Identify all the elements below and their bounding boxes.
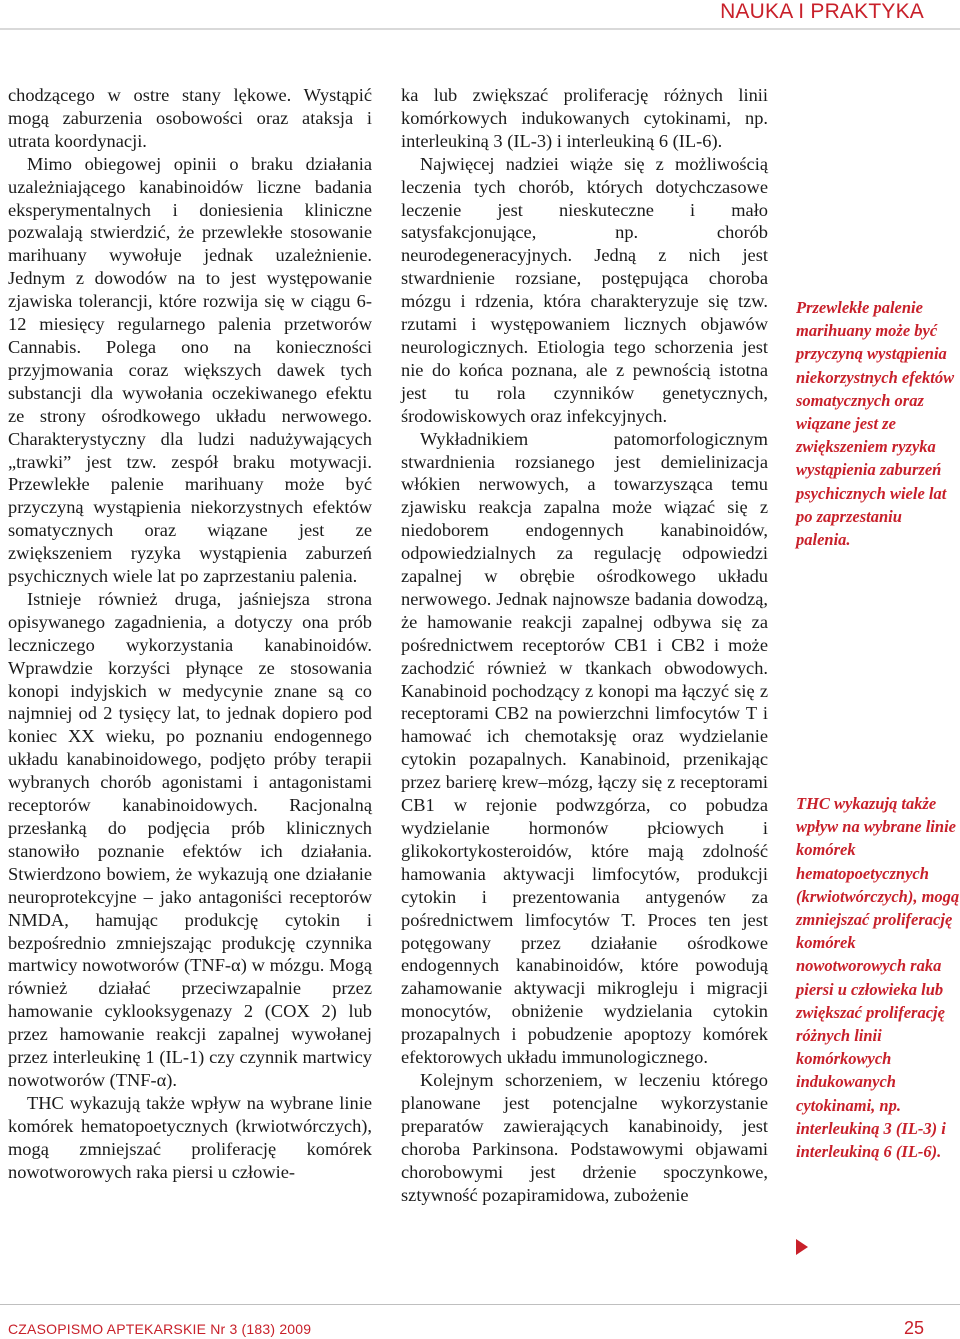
left-paragraph-2: Mimo obiegowej opinii o braku działania uzależniającego kanabinoidów liczne badania eksperymentalnych i doniesienia kliniczne pozwalają stwierdzić, że przewlekłe stosowanie marihuany wywołuje jednak uzależnienie. Jednym z dowodów na to jest występowanie zjawiska tolerancji, które rozwija się w ciągu 6-12 miesięcy regularnego palenia przetworów Cannabis. Polega ono na konieczności przyjmowania coraz większych dawek tych substancji dla wywołania oczekiwanego efektu ze strony ośrodkowego układu nerwowego. Charakterystyczny dla ludzi nadużywających „trawki” jest tzw. zespół braku motywacji. Przewlekłe palenie marihuany może być przyczyną wystąpienia niekorzystnych efektów somatycznych oraz wiązane jest ze zwiększeniem ryzyka wystąpienia zaburzeń psychicznych wiele lat po zaprzestaniu palenia.: [8, 153, 372, 587]
left-column: [8, 84, 372, 1184]
header-divider: [0, 28, 960, 30]
page-number: 25: [903, 1318, 924, 1338]
footer-divider: [0, 1304, 960, 1305]
pull-quote-1: [796, 296, 960, 551]
pull-quote-2-text: THC wykazują także wpływ na wybrane linie komórek hematopoetycznych (krwiotwórczych), mogą zmniejszać proliferację komórek nowotworowych raka piersi u człowieka lub zwiększać proliferację różnych linii komórkowych indukowanych cytokinami, np. interleukiną 3 (IL-3) i interleukiną 6 (IL-6).: [796, 794, 960, 1162]
left-paragraph-4: THC wykazują także wpływ na wybrane linie komórek hematopoetycznych (krwiotwórczych), mogą zmniejszać proliferację komórek nowotworowych raka piersi u człowie-: [8, 1092, 372, 1182]
left-paragraph-3: Istnieje również druga, jaśniejsza strona opisywanego zagadnienia, a dotyczy ona prób leczniczego wykorzystania kanabinoidów. Wprawdzie korzyści płynące ze stosowania konopi indyjskich w medycynie znane są co najmniej od 2 tysięcy lat, to jednak dopiero pod koniec XX wieku, po poznaniu endogennego układu kanabinoidowego, podjęto próby terapii wybranych chorób agonistami i antagonistami receptorów kanabinoidowych. Racjonalną przesłanką do podjęcia prób klinicznych stanowiło poznanie efektów ich działania. Stwierdzono bowiem, że wykazują one działanie neuroprotekcyjne – jako antagoniści receptorów NMDA, hamując produkcję cytokin i bezpośrednio zmniejszając produkcję czynnika martwicy nowotworów (TNF-α) w mózgu. Mogą również działać przeciwzapalnie przez hamowanie cyklooksygenazy 2 (COX 2) lub przez hamowanie reakcji zapalnej wywołanej przez interleukinę 1 (IL-1) czy czynnik martwicy nowotworów (TNF-α).: [8, 588, 372, 1090]
middle-column: [401, 84, 768, 1206]
middle-paragraph-3: Wykładnikiem patomorfologicznym stwardnienia rozsianego jest demielinizacja włókien nerwowych, a towarzysząca temu zjawisku reakcja zapalna może wiązać się z niedoborem endogennych kanabinoidów, odpowiedzialnych za regulację odpowiedzi zapalnej w obrębie ośrodkowego układu nerwowego. Jednak najnowsze badania dowodzą, że hamowanie reakcji zapalnej odbywa się za pośrednictwem receptorów CB1 i CB2 i może zachodzić również w tkankach obwodowych. Kanabinoid pochodzący z konopi ma łączyć się z receptorami CB2 na powierzchni limfocytów T i hamować ich chemotaksję oraz wydzielanie cytokin pozapalnych. Kanabinoid, przenikając przez barierę krew–mózg, łączy się z receptorami CB1 w rejonie podwzgórza, co pobudza wydzielanie hormonów płciowych i glikokortykosteroidów, które mają zdolność hamowania aktywacji limfocytów, produkcji cytokin i prezentowania antygenów za pośrednictwem limfocytów T. Proces ten jest potęgowany przez działanie ośrodkowe endogennych kanabinoidów, które powodują zahamowanie aktywacji mikrogleju i migracji monocytów, obniżenie wydzielania cytokin prozapalnych i pobudzenie apoptozy komórek efektorowych układu immunologicznego.: [401, 428, 768, 1068]
middle-paragraph-2: Najwięcej nadziei wiąże się z możliwością leczenia tych chorób, których dotychczasowe leczenie jest nieskuteczne i mało satysfakcjonujące, np. chorób neurodegeneracyjnych. Jedną z nich jest stwardnienie rozsiane, postępująca choroba mózgu i rdzenia, która charakteryzuje się tzw. rzutami i występowaniem licznych objawów neurologicznych. Etiologia tego schorzenia jest nie do końca poznana, ale z pewnością istotna jest tu rola czynników genetycznych, środowiskowych oraz infekcyjnych.: [401, 153, 768, 426]
middle-paragraph-1: ka lub zwiększać proliferację różnych linii komórkowych indukowanych cytokinami, np. interleukiną 3 (IL-3) i interleukiną 6 (IL-6).: [401, 85, 768, 151]
journal-name: CZASOPISMO APTEKARSKIE Nr 3 (183) 2009: [8, 1321, 312, 1337]
middle-paragraph-4: Kolejnym schorzeniem, w leczeniu którego planowane jest potencjalne wykorzystanie preparatów zawierających kanabinoidy, jest choroba Parkinsona. Podstawowymi objawami chorobowymi jest drżenie spoczynkowe, sztywność pozapiramidowa, zubożenie: [401, 1069, 768, 1205]
pull-quote-2: [796, 792, 960, 1163]
left-paragraph-1: chodzącego w ostre stany lękowe. Wystąpić mogą zaburzenia osobowości oraz ataksja i utrata koordynacji.: [8, 85, 372, 151]
pull-quote-1-text: Przewlekłe palenie marihuany może być przyczyną wystąpienia niekorzystnych efektów somatycznych oraz wiązane jest ze zwiększeniem ryzyka wystąpienia zaburzeń psychicznych wiele lat po zaprzestaniu palenia.: [796, 298, 955, 550]
section-title: NAUKA I PRAKTYKA: [720, 0, 924, 23]
continue-arrow-icon: [796, 1239, 808, 1255]
